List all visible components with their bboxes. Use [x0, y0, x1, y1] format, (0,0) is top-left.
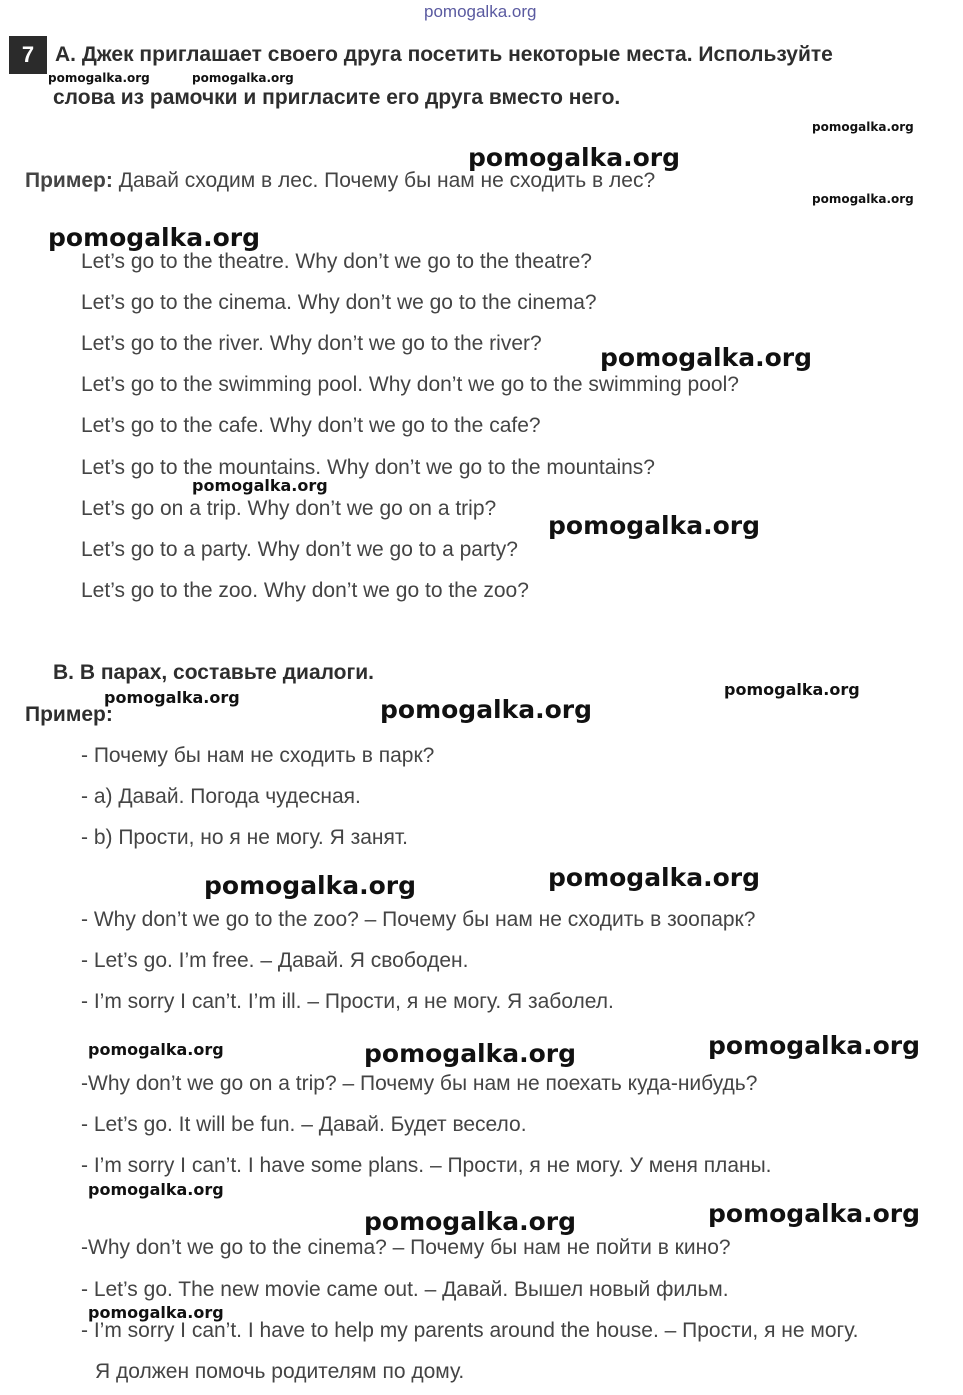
watermark: pomogalka.org	[88, 1040, 224, 1059]
watermark: pomogalka.org	[364, 1207, 577, 1236]
dialogue-line: Я должен помочь родителям по дому.	[95, 1360, 465, 1383]
example-text: Давай сходим в лес. Почему бы нам не сходить в лес?	[118, 169, 656, 192]
dialogue-line: - Let’s go. The new movie came out. – Давай. Вышел новый фильм.	[81, 1278, 729, 1301]
answer-line: Let’s go to the cafe. Why don’t we go to the cafe?	[81, 414, 541, 437]
watermark: pomogalka.org	[708, 1031, 921, 1060]
watermark: pomogalka.org	[192, 476, 328, 495]
watermark: pomogalka.org	[812, 120, 914, 134]
answer-line: Let’s go to the cinema. Why don’t we go to the cinema?	[81, 291, 597, 314]
watermark: pomogalka.org	[204, 871, 417, 900]
dialogue-line: - I’m sorry I can’t. I have to help my parents around the house. – Прости, я не могу.	[81, 1319, 859, 1342]
watermark: pomogalka.org	[548, 863, 761, 892]
dialogue-line: -Why don’t we go to the cinema? – Почему бы нам не пойти в кино?	[81, 1236, 731, 1259]
dialogue-line: - Let’s go. It will be fun. – Давай. Будет весело.	[81, 1113, 527, 1136]
watermark: pomogalka.org	[468, 143, 681, 172]
answer-line: Let’s go to the zoo. Why don’t we go to the zoo?	[81, 579, 529, 602]
dialogue-line: -Why don’t we go on a trip? – Почему бы нам не поехать куда-нибудь?	[81, 1072, 758, 1095]
dialogue-line: - Why don’t we go to the zoo? – Почему бы нам не сходить в зоопарк?	[81, 908, 756, 931]
watermark: pomogalka.org	[600, 343, 813, 372]
part-b-instruction: B. В парах, составьте диалоги.	[53, 661, 374, 684]
task-number-badge: 7	[9, 36, 47, 74]
watermark: pomogalka.org	[192, 71, 294, 85]
example-label: Пример:	[25, 169, 113, 192]
watermark: pomogalka.org	[708, 1199, 921, 1228]
watermark: pomogalka.org	[364, 1039, 577, 1068]
example-line: - a) Давай. Погода чудесная.	[81, 785, 361, 808]
watermark: pomogalka.org	[548, 511, 761, 540]
watermark: pomogalka.org	[380, 695, 593, 724]
answer-line: Let’s go to a party. Why don’t we go to a party?	[81, 538, 518, 561]
answer-line: Let’s go on a trip. Why don’t we go on a trip?	[81, 497, 497, 520]
watermark: pomogalka.org	[48, 71, 150, 85]
part-a-example	[25, 169, 655, 193]
dialogue-line: - I’m sorry I can’t. I’m ill. – Прости, я не могу. Я заболел.	[81, 990, 614, 1013]
answer-line: Let’s go to the mountains. Why don’t we go to the mountains?	[81, 456, 655, 479]
part-a-instruction-line1: A. Джек приглашает своего друга посетить некоторые места. Используйте	[55, 43, 833, 66]
example-line: - Почему бы нам не сходить в парк?	[81, 744, 435, 767]
watermark: pomogalka.org	[812, 192, 914, 206]
dialogue-line: - I’m sorry I can’t. I have some plans. – Прости, я не могу. У меня планы.	[81, 1154, 772, 1177]
watermark: pomogalka.org	[88, 1180, 224, 1199]
dialogue-line: - Let’s go. I’m free. – Давай. Я свободен.	[81, 949, 469, 972]
watermark: pomogalka.org	[104, 688, 240, 707]
watermark: pomogalka.org	[88, 1303, 224, 1322]
watermark: pomogalka.org	[48, 223, 261, 252]
answer-line: Let’s go to the theatre. Why don’t we go to the theatre?	[81, 250, 592, 273]
watermark: pomogalka.org	[724, 680, 860, 699]
answer-line: Let’s go to the river. Why don’t we go to the river?	[81, 332, 542, 355]
part-a-instruction-line2: слова из рамочки и пригласите его друга вместо него.	[53, 86, 621, 109]
site-header[interactable]: pomogalka.org	[424, 2, 537, 21]
part-b-example-label: Пример:	[25, 703, 113, 726]
example-line: - b) Прости, но я не могу. Я занят.	[81, 826, 408, 849]
answer-line: Let’s go to the swimming pool. Why don’t we go to the swimming pool?	[81, 373, 739, 396]
